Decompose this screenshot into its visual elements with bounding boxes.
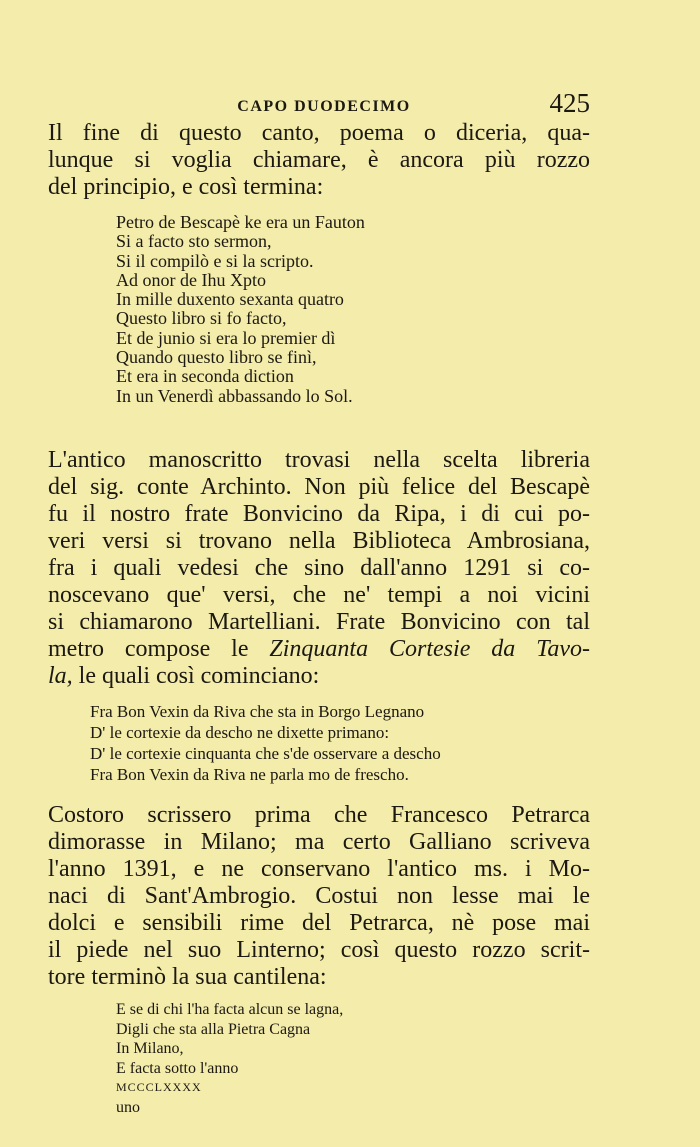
running-head [48, 88, 600, 122]
verse-line: In un Venerdì abbassando lo Sol. [116, 385, 353, 406]
verse-line: Si a facto sto sermon, [116, 231, 272, 252]
verse-line [116, 1059, 343, 1118]
text-line: dimorasse in Milano; ma certo Galliano scriveva [48, 829, 590, 855]
verse-line: Et de junio si era lo premier dì [116, 327, 336, 348]
work-title: Zinquanta Cortesie da Tavo- [269, 636, 590, 662]
text-line: L'antico manoscritto trovasi nella scelta libreria [48, 447, 590, 473]
verse-line: Et era in seconda diction [116, 366, 294, 387]
verse-line: Petro de Bescapè ke era un Fauton [116, 212, 365, 232]
verse-line: In Milano, [116, 1040, 184, 1058]
text-line: veri versi si trovano nella Biblioteca Ambrosiana, [48, 528, 590, 554]
text-line: fra i quali vedesi che sino dall'anno 1291 si co- [48, 555, 590, 581]
text-line: si chiamarono Martelliani. Frate Bonvicino con tal [48, 609, 590, 635]
verse-line: Questo libro si fo facto, [116, 308, 287, 329]
text-line: del sig. conte Archinto. Non più felice del Bescapè [48, 474, 590, 500]
text-line: l'anno 1391, e ne conservano l'antico ms. i Mo- [48, 856, 590, 882]
text-segment: le quali così cominciano: [72, 663, 320, 689]
text-segment: uno [116, 1098, 140, 1116]
text-segment: E facta sotto l'anno [116, 1059, 239, 1077]
text-line: dolci e sensibili rime del Petrarca, nè pose mai [48, 910, 590, 936]
paragraph-3 [48, 802, 590, 991]
text-line [48, 636, 590, 663]
text-line: naci di Sant'Ambrogio. Costui non lesse mai le [48, 883, 590, 909]
text-line: il piede nel suo Linterno; così questo rozzo scrit- [48, 937, 590, 963]
verse-line: Fra Bon Vexin da Riva ne parla mo de frescho. [90, 765, 409, 784]
verse-line: E se di chi l'ha facta alcun se lagna, [116, 1001, 344, 1018]
text-line: lunque si voglia chiamare, è ancora più rozzo [48, 147, 590, 173]
roman-date: MCCCLXXXX [116, 1080, 202, 1095]
verse-block-2 [90, 701, 441, 785]
text-segment: metro compose le [48, 636, 249, 662]
text-line: noscevano que' versi, che ne' tempi a noi vicini [48, 582, 590, 608]
text-line: fu il nostro frate Bonvicino da Ripa, i di cui po- [48, 501, 590, 527]
verse-line: In mille duxento sexanta quatro [116, 289, 344, 310]
verse-line: Ad onor de Ihu Xpto [116, 269, 266, 290]
paragraph-1 [48, 120, 590, 201]
verse-line: Si il compilò e si la scripto. [116, 250, 314, 271]
text-line: Il fine di questo canto, poema o diceria, qua- [48, 120, 590, 146]
chapter-title: CAPO DUODECIMO [237, 98, 411, 115]
verse-block-3 [116, 1000, 343, 1118]
verse-line: Fra Bon Vexin da Riva che sta in Borgo Legnano [90, 702, 425, 721]
text-line: Costoro scrissero prima che Francesco Petrarca [48, 802, 590, 828]
page-number: 425 [549, 88, 590, 118]
verse-line: D' le cortexie cinquanta che s'de osservare a descho [90, 744, 441, 763]
verse-line: D' le cortexie da descho ne dixette primano: [90, 723, 390, 742]
work-title-end: la, [48, 663, 73, 689]
verse-block-1 [116, 213, 365, 406]
text-line [48, 663, 590, 690]
text-line: del principio, e così termina: [48, 174, 324, 200]
verse-line: Quando questo libro se finì, [116, 347, 317, 368]
paragraph-2 [48, 447, 590, 690]
text-line: tore terminò la sua cantilena: [48, 964, 327, 990]
verse-line: Digli che sta alla Pietra Cagna [116, 1020, 311, 1038]
